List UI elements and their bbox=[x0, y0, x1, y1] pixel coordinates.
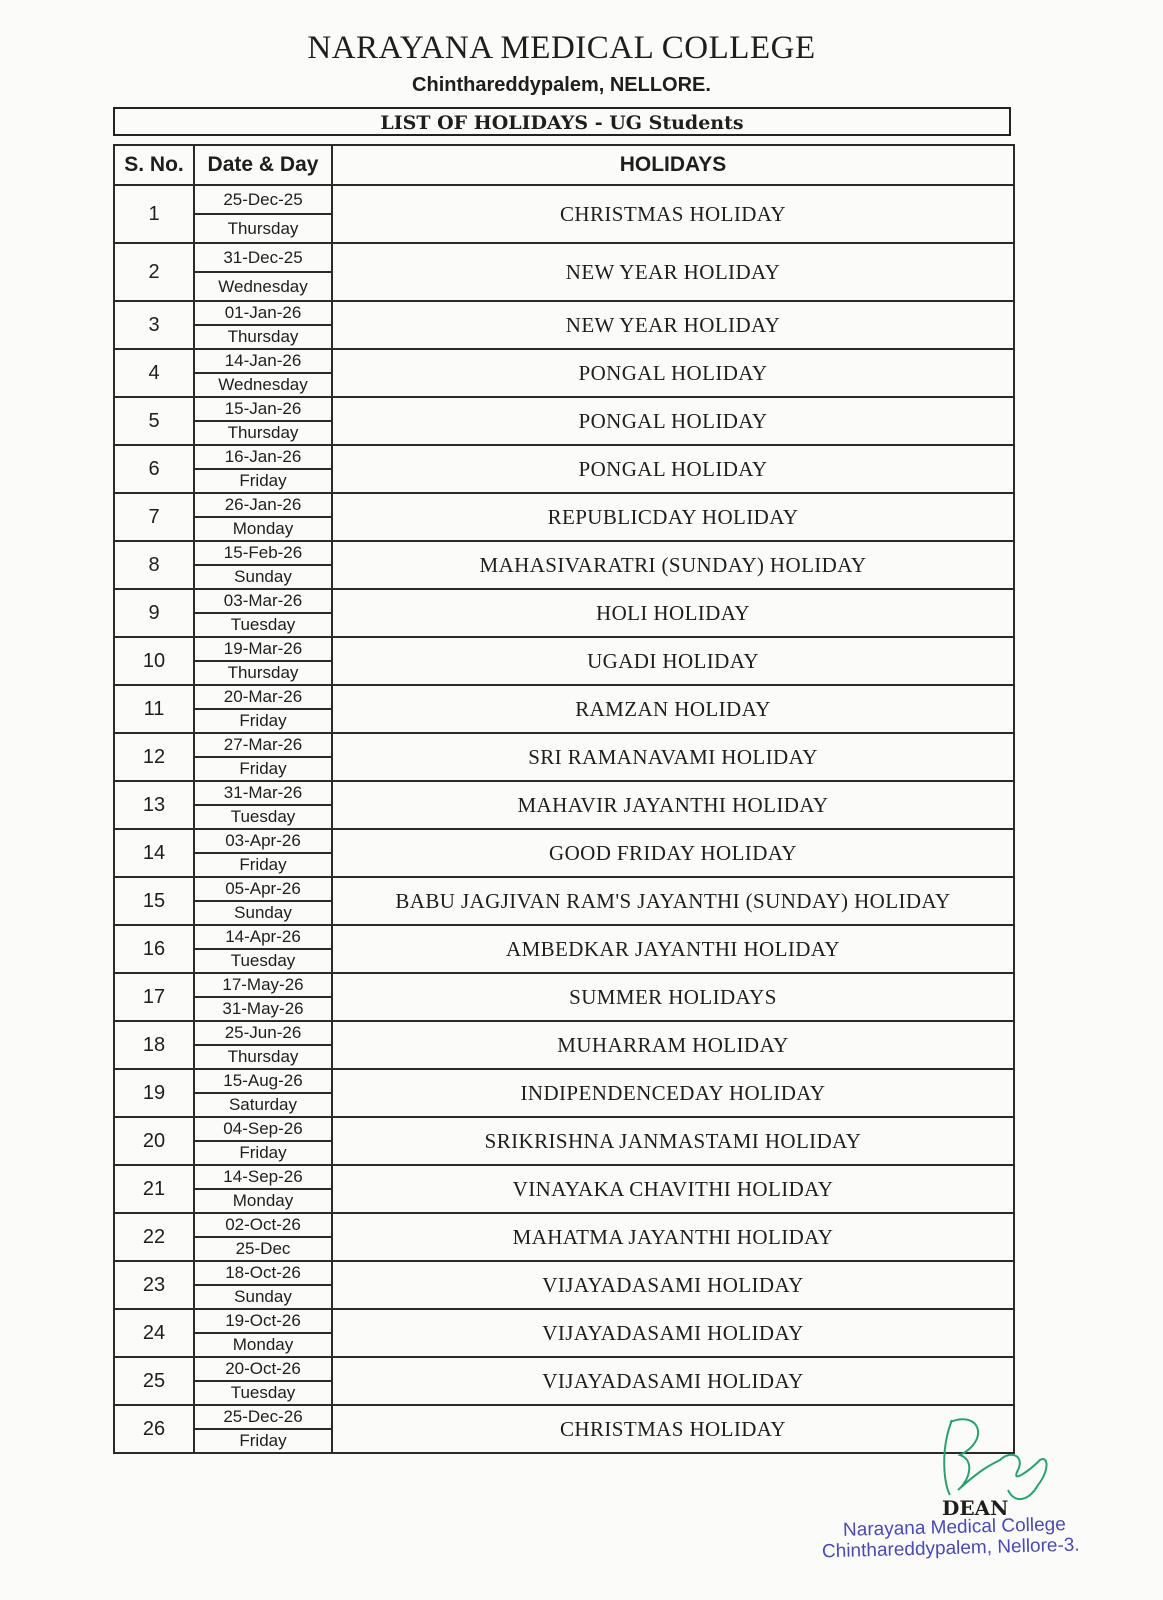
holiday-day: Friday bbox=[194, 757, 332, 781]
holiday-name: NEW YEAR HOLIDAY bbox=[332, 301, 1014, 349]
holiday-date: 02-Oct-26 bbox=[194, 1213, 332, 1237]
holiday-day: Monday bbox=[194, 1333, 332, 1357]
holiday-name: SRI RAMANAVAMI HOLIDAY bbox=[332, 733, 1014, 781]
table-row bbox=[114, 1213, 1014, 1237]
table-header-row bbox=[114, 145, 1014, 185]
table-row bbox=[114, 589, 1014, 613]
holiday-date: 14-Jan-26 bbox=[194, 349, 332, 373]
table-row bbox=[114, 541, 1014, 565]
holiday-date: 16-Jan-26 bbox=[194, 445, 332, 469]
holiday-name: REPUBLICDAY HOLIDAY bbox=[332, 493, 1014, 541]
holiday-date: 05-Apr-26 bbox=[194, 877, 332, 901]
holiday-date: 25-Dec-26 bbox=[194, 1405, 332, 1429]
table-row bbox=[114, 1021, 1014, 1045]
holiday-name: VIJAYADASAMI HOLIDAY bbox=[332, 1357, 1014, 1405]
serial-number: 1 bbox=[114, 185, 194, 243]
holiday-day: Sunday bbox=[194, 565, 332, 589]
holiday-date: 01-Jan-26 bbox=[194, 301, 332, 325]
serial-number: 6 bbox=[114, 445, 194, 493]
serial-number: 25 bbox=[114, 1357, 194, 1405]
table-row bbox=[114, 1165, 1014, 1189]
holiday-day: Tuesday bbox=[194, 805, 332, 829]
table-row bbox=[114, 301, 1014, 325]
table-row bbox=[114, 877, 1014, 901]
holiday-date: 27-Mar-26 bbox=[194, 733, 332, 757]
holiday-day: 25-Dec bbox=[194, 1237, 332, 1261]
stamp-line-1: Narayana Medical College bbox=[842, 1514, 1067, 1541]
holiday-day: Tuesday bbox=[194, 1381, 332, 1405]
table-row bbox=[114, 1405, 1014, 1429]
table-row bbox=[114, 637, 1014, 661]
college-name: NARAYANA MEDICAL COLLEGE bbox=[307, 30, 816, 66]
holiday-name: MAHATMA JAYANTHI HOLIDAY bbox=[332, 1213, 1014, 1261]
holiday-name: VIJAYADASAMI HOLIDAY bbox=[332, 1309, 1014, 1357]
holiday-day: Thursday bbox=[194, 421, 332, 445]
list-title: LIST OF HOLIDAYS - UG Students bbox=[113, 107, 1011, 136]
holiday-name: MAHAVIR JAYANTHI HOLIDAY bbox=[332, 781, 1014, 829]
holiday-name: PONGAL HOLIDAY bbox=[332, 397, 1014, 445]
holiday-name: SRIKRISHNA JANMASTAMI HOLIDAY bbox=[332, 1117, 1014, 1165]
holiday-day: Saturday bbox=[194, 1093, 332, 1117]
serial-number: 5 bbox=[114, 397, 194, 445]
table-row bbox=[114, 1309, 1014, 1333]
holiday-day: Friday bbox=[194, 1429, 332, 1453]
col-holidays: HOLIDAYS bbox=[332, 145, 1014, 185]
holiday-day: Monday bbox=[194, 1189, 332, 1213]
serial-number: 18 bbox=[114, 1021, 194, 1069]
holiday-day: Friday bbox=[194, 853, 332, 877]
holiday-date: 31-Dec-25 bbox=[194, 243, 332, 272]
holiday-date: 15-Aug-26 bbox=[194, 1069, 332, 1093]
serial-number: 22 bbox=[114, 1213, 194, 1261]
holiday-name: UGADI HOLIDAY bbox=[332, 637, 1014, 685]
dean-signature bbox=[930, 1410, 1070, 1510]
holiday-day: Thursday bbox=[194, 325, 332, 349]
serial-number: 7 bbox=[114, 493, 194, 541]
holiday-date: 19-Mar-26 bbox=[194, 637, 332, 661]
holiday-date: 04-Sep-26 bbox=[194, 1117, 332, 1141]
holiday-name: RAMZAN HOLIDAY bbox=[332, 685, 1014, 733]
table-row bbox=[114, 781, 1014, 805]
holiday-name: BABU JAGJIVAN RAM'S JAYANTHI (SUNDAY) HOLIDAY bbox=[332, 877, 1014, 925]
holiday-name: PONGAL HOLIDAY bbox=[332, 349, 1014, 397]
holiday-name: VINAYAKA CHAVITHI HOLIDAY bbox=[332, 1165, 1014, 1213]
holiday-day: 31-May-26 bbox=[194, 997, 332, 1021]
holiday-date: 15-Jan-26 bbox=[194, 397, 332, 421]
table-row bbox=[114, 1261, 1014, 1285]
holiday-day: Sunday bbox=[194, 901, 332, 925]
table-row bbox=[114, 445, 1014, 469]
holiday-name: PONGAL HOLIDAY bbox=[332, 445, 1014, 493]
holiday-name: GOOD FRIDAY HOLIDAY bbox=[332, 829, 1014, 877]
holiday-name: VIJAYADASAMI HOLIDAY bbox=[332, 1261, 1014, 1309]
holiday-date: 14-Sep-26 bbox=[194, 1165, 332, 1189]
holiday-date: 25-Dec-25 bbox=[194, 185, 332, 214]
holiday-name: CHRISTMAS HOLIDAY bbox=[332, 1405, 1014, 1453]
table-row bbox=[114, 1117, 1014, 1141]
holiday-date: 14-Apr-26 bbox=[194, 925, 332, 949]
holiday-date: 20-Oct-26 bbox=[194, 1357, 332, 1381]
holiday-name: CHRISTMAS HOLIDAY bbox=[332, 185, 1014, 243]
serial-number: 4 bbox=[114, 349, 194, 397]
col-sno: S. No. bbox=[114, 145, 194, 185]
serial-number: 12 bbox=[114, 733, 194, 781]
holiday-day: Thursday bbox=[194, 661, 332, 685]
serial-number: 2 bbox=[114, 243, 194, 301]
dean-designation: DEAN bbox=[942, 1496, 1009, 1520]
holiday-date: 18-Oct-26 bbox=[194, 1261, 332, 1285]
table-row bbox=[114, 685, 1014, 709]
holiday-name: AMBEDKAR JAYANTHI HOLIDAY bbox=[332, 925, 1014, 973]
table-row bbox=[114, 1069, 1014, 1093]
holiday-date: 19-Oct-26 bbox=[194, 1309, 332, 1333]
serial-number: 23 bbox=[114, 1261, 194, 1309]
serial-number: 10 bbox=[114, 637, 194, 685]
table-row bbox=[114, 243, 1014, 272]
serial-number: 3 bbox=[114, 301, 194, 349]
holiday-date: 15-Feb-26 bbox=[194, 541, 332, 565]
table-row bbox=[114, 829, 1014, 853]
holiday-name: NEW YEAR HOLIDAY bbox=[332, 243, 1014, 301]
serial-number: 17 bbox=[114, 973, 194, 1021]
holiday-day: Monday bbox=[194, 517, 332, 541]
holiday-name: MUHARRAM HOLIDAY bbox=[332, 1021, 1014, 1069]
serial-number: 15 bbox=[114, 877, 194, 925]
serial-number: 8 bbox=[114, 541, 194, 589]
holiday-day: Friday bbox=[194, 1141, 332, 1165]
table-row bbox=[114, 1357, 1014, 1381]
table-row bbox=[114, 973, 1014, 997]
serial-number: 26 bbox=[114, 1405, 194, 1453]
table-row bbox=[114, 185, 1014, 214]
holiday-name: HOLI HOLIDAY bbox=[332, 589, 1014, 637]
college-address: Chinthareddypalem, NELLORE. bbox=[412, 74, 711, 96]
holiday-day: Sunday bbox=[194, 1285, 332, 1309]
table-row bbox=[114, 349, 1014, 373]
col-date-day: Date & Day bbox=[194, 145, 332, 185]
holiday-day: Tuesday bbox=[194, 613, 332, 637]
serial-number: 20 bbox=[114, 1117, 194, 1165]
table-row bbox=[114, 493, 1014, 517]
holiday-name: MAHASIVARATRI (SUNDAY) HOLIDAY bbox=[332, 541, 1014, 589]
table-row bbox=[114, 733, 1014, 757]
holiday-date: 03-Mar-26 bbox=[194, 589, 332, 613]
holiday-name: INDIPENDENCEDAY HOLIDAY bbox=[332, 1069, 1014, 1117]
holiday-day: Wednesday bbox=[194, 272, 332, 301]
holidays-table bbox=[113, 144, 1015, 1454]
holiday-date: 03-Apr-26 bbox=[194, 829, 332, 853]
serial-number: 9 bbox=[114, 589, 194, 637]
holiday-day: Thursday bbox=[194, 214, 332, 243]
holiday-date: 31-Mar-26 bbox=[194, 781, 332, 805]
serial-number: 11 bbox=[114, 685, 194, 733]
stamp-line-2: Chinthareddypalem, Nellore-3. bbox=[821, 1534, 1080, 1563]
serial-number: 16 bbox=[114, 925, 194, 973]
serial-number: 14 bbox=[114, 829, 194, 877]
holiday-date: 17-May-26 bbox=[194, 973, 332, 997]
holiday-day: Wednesday bbox=[194, 373, 332, 397]
holiday-day: Friday bbox=[194, 469, 332, 493]
holiday-date: 25-Jun-26 bbox=[194, 1021, 332, 1045]
holiday-day: Tuesday bbox=[194, 949, 332, 973]
holiday-day: Thursday bbox=[194, 1045, 332, 1069]
table-row bbox=[114, 925, 1014, 949]
serial-number: 19 bbox=[114, 1069, 194, 1117]
holiday-day: Friday bbox=[194, 709, 332, 733]
holiday-date: 26-Jan-26 bbox=[194, 493, 332, 517]
holiday-date: 20-Mar-26 bbox=[194, 685, 332, 709]
serial-number: 24 bbox=[114, 1309, 194, 1357]
holiday-name: SUMMER HOLIDAYS bbox=[332, 973, 1014, 1021]
serial-number: 13 bbox=[114, 781, 194, 829]
serial-number: 21 bbox=[114, 1165, 194, 1213]
table-row bbox=[114, 397, 1014, 421]
